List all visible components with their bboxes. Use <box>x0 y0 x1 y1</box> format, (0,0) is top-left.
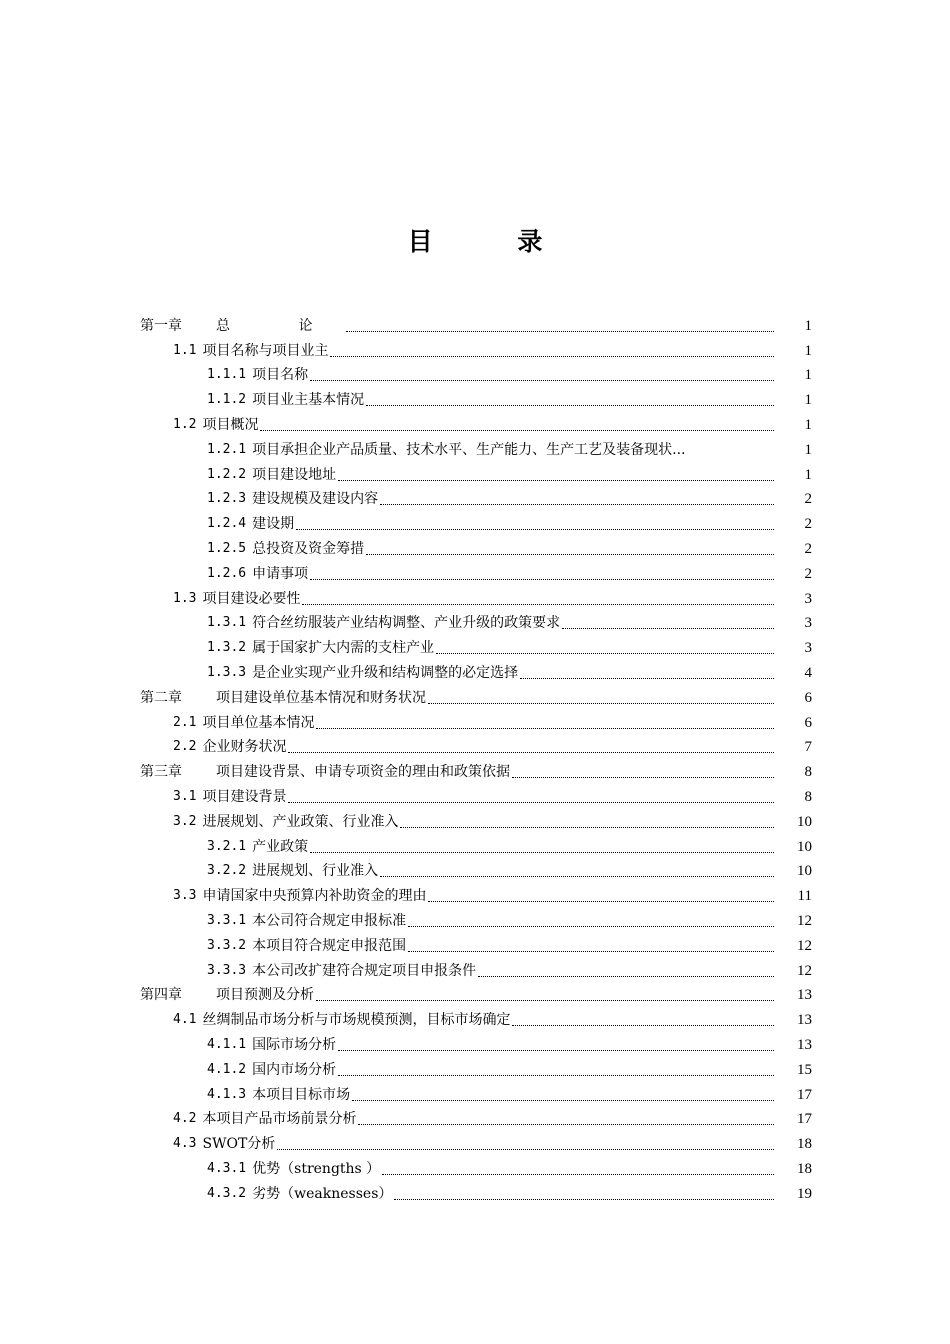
toc-entry-page: 3 <box>804 590 812 607</box>
toc-entry-number: 3.1 <box>173 788 197 804</box>
toc-entry-number: 4.3 <box>173 1136 197 1152</box>
toc-entry-number: 1.2.5 <box>207 540 247 556</box>
toc-entry-title: 符合丝纺服装产业结构调整、产业升级的政策要求 <box>252 615 561 632</box>
toc-entry-page: 12 <box>797 912 812 929</box>
toc-entry-page: 6 <box>804 714 812 731</box>
toc-entry-page: 7 <box>804 739 812 756</box>
toc-entry-title: 申请事项 <box>252 565 309 582</box>
toc-entry-page: 6 <box>804 689 812 706</box>
toc-dot-leader <box>288 752 774 753</box>
toc-entry-title: 建设规模及建设内容 <box>252 491 379 508</box>
toc-entry[interactable] <box>140 584 812 609</box>
toc-entry-title: 建设期 <box>252 516 295 533</box>
toc-entry-number: 1.2.1 <box>207 441 247 457</box>
toc-entry-number: 3.2.1 <box>207 838 247 854</box>
toc-entry-title: 项目概况 <box>202 416 259 433</box>
toc-entry-title: 是企业实现产业升级和结构调整的必定选择 <box>252 664 519 681</box>
toc-entry-page: 15 <box>797 1061 812 1078</box>
toc-entry-number: 1.3.2 <box>207 640 247 656</box>
toc-entry-number: 4.1 <box>173 1012 197 1028</box>
toc-entry[interactable] <box>140 485 812 510</box>
toc-entry-page: 18 <box>797 1136 812 1153</box>
toc-entry-title: 项目建设地址 <box>252 466 337 483</box>
toc-dot-leader <box>310 380 774 381</box>
toc-entry-title: 项目名称与项目业主 <box>202 342 329 359</box>
toc-entry[interactable] <box>140 857 812 882</box>
toc-dot-leader <box>408 926 774 927</box>
toc-entry-title: 项目业主基本情况 <box>252 392 365 409</box>
toc-dot-leader <box>520 678 774 679</box>
toc-entry-page: 12 <box>797 937 812 954</box>
toc-entry[interactable] <box>140 534 812 559</box>
toc-entry-number: 1.2.4 <box>207 516 247 532</box>
toc-entry-title: 申请国家中央预算内补助资金的理由 <box>202 888 427 905</box>
toc-entry-page: 3 <box>804 615 812 632</box>
toc-entry-number: 第二章 <box>140 689 182 706</box>
toc-entry-number: 4.2 <box>173 1111 197 1127</box>
toc-entry-page: 19 <box>797 1185 812 1202</box>
toc-entry-title: 本公司改扩建符合规定项目申报条件 <box>252 962 477 979</box>
toc-dot-leader <box>394 1199 774 1200</box>
toc-entry-title: 项目名称 <box>252 367 309 384</box>
toc-entry-page: 1 <box>804 416 812 433</box>
toc-entry-page: 2 <box>804 516 812 533</box>
toc-entry[interactable] <box>140 956 812 981</box>
toc-entry[interactable] <box>140 1030 812 1055</box>
toc-dot-leader <box>366 554 774 555</box>
toc-dot-leader <box>338 1050 774 1051</box>
toc-entry-title: 进展规划、行业准入 <box>252 863 379 880</box>
toc-entry-number: 第四章 <box>140 987 182 1004</box>
toc-dot-leader <box>478 976 774 977</box>
toc-entry-title: 项目建设单位基本情况和财务状况 <box>216 689 426 706</box>
toc-entry-number: 4.3.2 <box>207 1185 247 1201</box>
toc-entry-title: 丝绸制品市场分析与市场规模预测，目标市场确定 <box>202 1012 511 1029</box>
toc-entry-page: 10 <box>797 863 812 880</box>
toc-entry-number: 1.1.1 <box>207 367 247 383</box>
toc-entry[interactable] <box>140 733 812 758</box>
toc-entry[interactable] <box>140 410 812 435</box>
toc-entry[interactable] <box>140 807 812 832</box>
toc-entry[interactable] <box>140 832 812 857</box>
toc-entry-page: 17 <box>797 1111 812 1128</box>
toc-entry-number: 2.1 <box>173 714 197 730</box>
toc-entry-number: 3.3.3 <box>207 962 247 978</box>
toc-entry-page: 11 <box>797 888 812 905</box>
toc-dot-leader <box>346 331 774 332</box>
toc-entry[interactable] <box>140 906 812 931</box>
toc-entry-page: 1 <box>804 342 812 359</box>
toc-entry-number: 4.1.2 <box>207 1061 247 1077</box>
toc-entry[interactable] <box>140 385 812 410</box>
toc-entry-number: 3.2 <box>173 813 197 829</box>
toc-dot-leader <box>366 405 774 406</box>
toc-dot-leader <box>562 628 774 629</box>
toc-entry-number: 4.3.1 <box>207 1160 247 1176</box>
toc-dot-leader <box>512 1025 774 1026</box>
toc-entry[interactable] <box>140 1080 812 1105</box>
toc-dot-leader <box>296 529 774 530</box>
toc-entry[interactable] <box>140 460 812 485</box>
toc-entry-number: 3.3.1 <box>207 912 247 928</box>
toc-dot-leader <box>316 728 774 729</box>
toc-entry-title: 项目建设背景、申请专项资金的理由和政策依据 <box>216 764 510 781</box>
toc-entry-number: 1.1.2 <box>207 392 247 408</box>
toc-entry-number: 4.1.1 <box>207 1036 247 1052</box>
toc-entry-number: 4.1.3 <box>207 1086 247 1102</box>
toc-entry-title: 本项目目标市场 <box>252 1086 351 1103</box>
toc-entry-page: 13 <box>797 1012 812 1029</box>
toc-entry-title: SWOT分析 <box>202 1136 276 1153</box>
toc-entry-title: 项目单位基本情况 <box>202 714 315 731</box>
toc-entry-number: 1.2.3 <box>207 491 247 507</box>
toc-entry-number: 3.3.2 <box>207 937 247 953</box>
table-of-contents <box>140 311 812 1204</box>
toc-entry[interactable] <box>140 708 812 733</box>
toc-entry-title: 项目预测及分析 <box>216 987 314 1004</box>
toc-entry-title: 本项目产品市场前景分析 <box>202 1111 357 1128</box>
toc-dot-leader <box>352 1100 774 1101</box>
toc-entry-page: 1 <box>804 317 812 334</box>
toc-entry-title: 本项目符合规定申报范围 <box>252 937 407 954</box>
toc-entry-title: 总 论 <box>216 317 345 334</box>
toc-entry-number: 第一章 <box>140 317 182 334</box>
toc-entry[interactable] <box>140 336 812 361</box>
toc-dot-leader <box>358 1124 774 1125</box>
toc-entry-title: 国际市场分析 <box>252 1036 337 1053</box>
toc-dot-leader <box>288 802 774 803</box>
toc-entry-number: 3.3 <box>173 888 197 904</box>
toc-entry[interactable] <box>140 311 812 336</box>
toc-entry[interactable] <box>140 658 812 683</box>
toc-dot-leader <box>277 1149 774 1150</box>
toc-entry[interactable] <box>140 1154 812 1179</box>
toc-entry-page: 4 <box>804 664 812 681</box>
toc-entry[interactable] <box>140 1005 812 1030</box>
toc-entry-number: 1.3 <box>173 590 197 606</box>
toc-dot-leader <box>512 777 774 778</box>
toc-entry-page: 8 <box>804 764 812 781</box>
toc-dot-leader <box>380 876 774 877</box>
toc-entry-number: 1.2 <box>173 416 197 432</box>
toc-entry-page: 10 <box>797 838 812 855</box>
toc-dot-leader <box>260 430 774 431</box>
toc-entry-page: 3 <box>804 640 812 657</box>
toc-entry-title: 优势（strengths ） <box>252 1160 381 1177</box>
toc-entry[interactable] <box>140 1055 812 1080</box>
toc-entry[interactable] <box>140 559 812 584</box>
toc-entry[interactable] <box>140 1179 812 1204</box>
toc-entry[interactable] <box>140 1105 812 1130</box>
toc-dot-leader <box>382 1174 774 1175</box>
toc-entry-page: 10 <box>797 813 812 830</box>
toc-dot-leader <box>408 951 774 952</box>
toc-title: 目 录 <box>407 227 581 256</box>
toc-dot-leader <box>400 827 774 828</box>
toc-entry[interactable] <box>140 782 812 807</box>
toc-entry[interactable] <box>140 609 812 634</box>
toc-entry[interactable] <box>140 361 812 386</box>
toc-entry[interactable] <box>140 1129 812 1154</box>
toc-entry-page: 1 <box>804 392 812 409</box>
toc-entry-title: 国内市场分析 <box>252 1061 337 1078</box>
toc-entry-page: 13 <box>797 1036 812 1053</box>
toc-dot-leader <box>338 1075 774 1076</box>
toc-entry-number: 1.3.1 <box>207 615 247 631</box>
toc-dot-leader <box>302 604 774 605</box>
toc-entry[interactable] <box>140 683 812 708</box>
toc-entry-number: 1.2.2 <box>207 466 247 482</box>
toc-entry-number: 2.2 <box>173 739 197 755</box>
toc-dot-leader <box>428 901 774 902</box>
toc-entry[interactable] <box>140 435 812 460</box>
toc-entry-title: 项目建设必要性 <box>202 590 301 607</box>
toc-entry-title: 总投资及资金筹措 <box>252 540 365 557</box>
toc-entry-title: 本公司符合规定申报标准 <box>252 912 407 929</box>
toc-entry[interactable] <box>140 931 812 956</box>
toc-dot-leader <box>316 1000 774 1001</box>
toc-dot-leader <box>338 480 774 481</box>
toc-entry-number: 3.2.2 <box>207 863 247 879</box>
toc-entry-page: 8 <box>804 788 812 805</box>
toc-entry-title: 企业财务状况 <box>202 739 287 756</box>
toc-entry-page: 17 <box>797 1086 812 1103</box>
toc-entry-page: 1 <box>804 367 812 384</box>
toc-entry-page: 12 <box>797 962 812 979</box>
toc-entry-number: 第三章 <box>140 764 182 781</box>
toc-dot-leader <box>330 356 774 357</box>
toc-entry-title: 产业政策 <box>252 838 309 855</box>
toc-entry-number: 1.1 <box>173 342 197 358</box>
toc-entry-page: 2 <box>804 540 812 557</box>
toc-entry-page: 13 <box>797 987 812 1004</box>
toc-dot-leader <box>380 504 774 505</box>
toc-entry[interactable] <box>140 633 812 658</box>
toc-entry-title: 劣势（weaknesses） <box>252 1185 393 1202</box>
toc-entry-number: 1.2.6 <box>207 565 247 581</box>
toc-entry-page: 18 <box>797 1160 812 1177</box>
toc-entry-page: 2 <box>804 491 812 508</box>
toc-entry[interactable] <box>140 509 812 534</box>
toc-entry-title: 项目承担企业产品质量、技术水平、生产能力、生产工艺及装备现状... <box>252 441 686 458</box>
toc-entry-title: 属于国家扩大内需的支柱产业 <box>252 640 435 657</box>
toc-entry-title: 项目建设背景 <box>202 788 287 805</box>
toc-dot-leader <box>428 703 774 704</box>
toc-entry-page: 2 <box>804 565 812 582</box>
toc-dot-leader <box>310 852 774 853</box>
toc-entry-page: 1 <box>804 441 812 458</box>
toc-entry-number: 1.3.3 <box>207 664 247 680</box>
toc-dot-leader <box>310 579 774 580</box>
toc-entry[interactable] <box>140 881 812 906</box>
toc-dot-leader <box>436 653 774 654</box>
toc-entry[interactable] <box>140 757 812 782</box>
toc-entry[interactable] <box>140 981 812 1006</box>
toc-entry-title: 进展规划、产业政策、行业准入 <box>202 813 399 830</box>
toc-entry-page: 1 <box>804 466 812 483</box>
